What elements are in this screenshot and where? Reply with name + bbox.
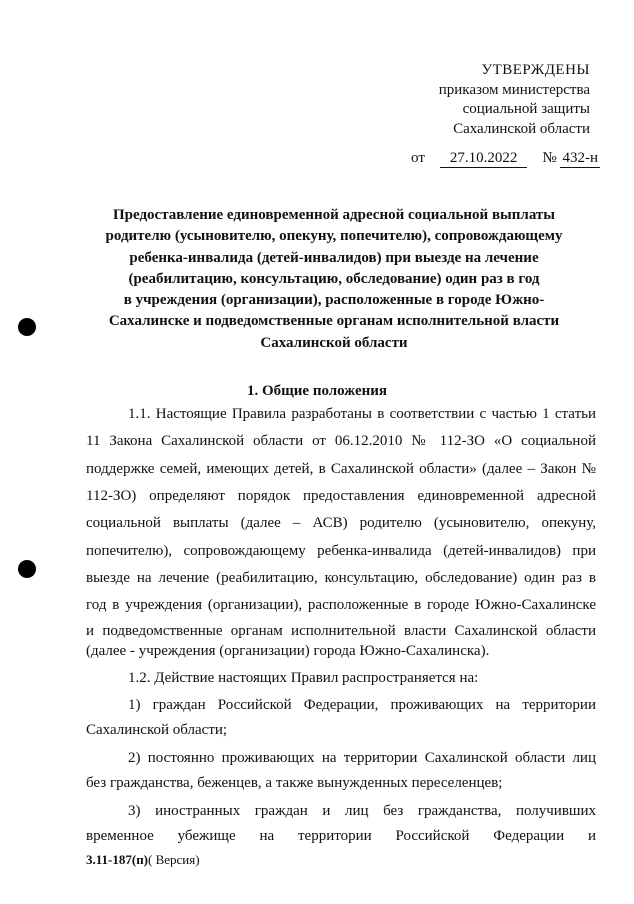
body-line: 2) постоянно проживающих на территории Сахалинской области лиц	[128, 750, 596, 766]
approval-block	[439, 61, 590, 139]
document-code: 3.11-187(п)	[86, 852, 149, 867]
body-line: год в учреждения (организации), расположенные в городе Южно-Сахалинске	[86, 597, 596, 613]
body-line: и подведомственные органам исполнительной власти Сахалинской области	[86, 623, 596, 639]
section-heading: 1. Общие положения	[246, 383, 388, 399]
body-line: Сахалинской области;	[86, 722, 228, 738]
punch-hole-top	[18, 318, 36, 336]
order-prefix: от	[411, 150, 425, 166]
approval-line: приказом министерства	[438, 81, 590, 98]
approval-line: социальной защиты	[462, 101, 590, 117]
approval-heading: УТВЕРЖДЕНЫ	[481, 62, 590, 78]
body-line: поддержке семей, имеющих детей, в Сахалинской области» (далее – Закон №	[86, 461, 596, 477]
body-line: 11 Закона Сахалинской области от 06.12.2010 № 112-ЗО «О социальной	[86, 433, 596, 449]
approval-line: Сахалинской области	[453, 120, 590, 137]
title-line: ребенка-инвалида (детей-инвалидов) при выезде на лечение	[129, 249, 539, 266]
body-line: 1.1. Настоящие Правила разработаны в соответствии с частью 1 статьи	[128, 406, 596, 422]
order-reference	[411, 150, 600, 168]
body-line: 112-ЗО) определяют порядок предоставления единовременной адресной	[86, 488, 596, 504]
title-line: (реабилитацию, консультацию, обследование) один раз в год	[128, 270, 540, 287]
title-line: Предоставление единовременной адресной социальной выплаты	[112, 207, 556, 223]
body-line: временное убежище на территории Российской Федерации и	[86, 828, 596, 844]
order-number-sign: №	[542, 150, 557, 166]
body-line: попечителю), сопровождающему ребенка-инвалида (детей-инвалидов) при	[86, 543, 596, 559]
order-number: 432-н	[562, 150, 598, 166]
title-line: Сахалинске и подведомственные органам исполнительной власти	[108, 313, 560, 330]
document-title	[80, 205, 588, 354]
body-line: 3) иностранных граждан и лиц без гражданства, получивших	[128, 803, 596, 819]
body-line: без гражданства, беженцев, а также вынужденных переселенцев;	[86, 775, 503, 791]
body-line: выезде на лечение (реабилитацию, консультацию, обследование) один раз в	[86, 570, 596, 586]
punch-hole-bottom	[18, 560, 36, 578]
document-footer	[86, 852, 200, 868]
order-date: 27.10.2022	[440, 150, 527, 168]
title-line: в учреждения (организации), расположенные в городе Южно-	[123, 292, 545, 309]
body-line: социальной выплаты (далее – АСВ) родителю (усыновителю, опекуну,	[86, 515, 596, 531]
title-line: Сахалинской области	[260, 334, 408, 351]
body-line: 1) граждан Российской Федерации, проживающих на территории	[128, 697, 596, 713]
body-line: (далее - учреждения (организации) города Южно-Сахалинска).	[86, 643, 490, 659]
title-line: родителю (усыновителю, опекуну, попечителю), сопровождающему	[105, 228, 563, 245]
body-line: 1.2. Действие настоящих Правил распространяется на:	[128, 670, 479, 686]
document-version: ( Версия)	[148, 852, 200, 867]
